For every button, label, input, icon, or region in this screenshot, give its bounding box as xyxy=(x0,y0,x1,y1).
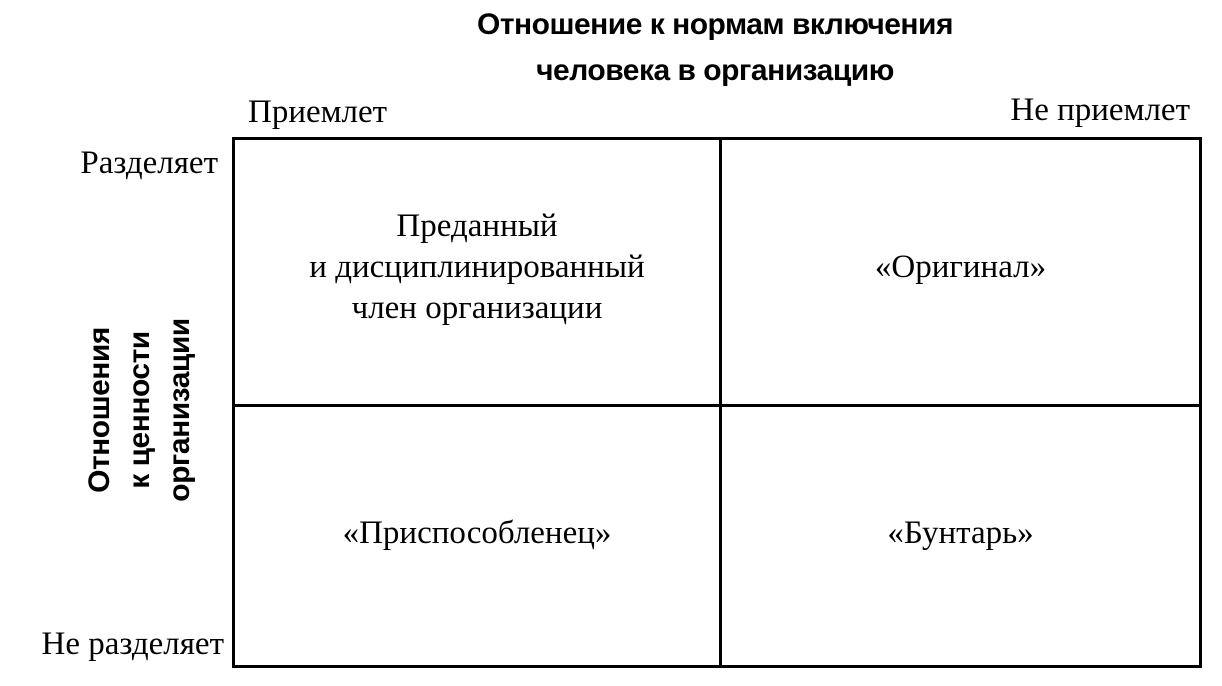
matrix-grid xyxy=(232,137,1202,668)
vertical-axis-title-line-3: организации xyxy=(163,318,196,502)
cell-devoted-member xyxy=(235,140,719,404)
cell-conformist xyxy=(235,407,719,665)
cell-devoted-member-line-2: и дисциплинированный xyxy=(309,248,645,285)
diagram-title-line-2: человека в организацию xyxy=(536,54,894,87)
cell-devoted-member-line-3: член организации xyxy=(351,289,603,326)
cell-rebel-text: «Бунтарь» xyxy=(887,515,1034,551)
row-label-shares: Разделяет xyxy=(80,145,218,181)
vertical-axis-title-line-2: к ценности xyxy=(123,331,156,489)
cell-devoted-member-text xyxy=(309,206,644,329)
row-label-not-shares: Не разделяет xyxy=(41,626,224,662)
column-label-accept: Приемлет xyxy=(248,94,388,130)
column-label-reject: Не приемлет xyxy=(1010,92,1190,128)
diagram-title-line-1: Отношение к нормам включения xyxy=(476,8,953,41)
diagram-title xyxy=(330,2,1100,94)
cell-original xyxy=(722,140,1199,404)
cell-conformist-text: «Приспособленец» xyxy=(342,515,612,551)
vertical-axis-title xyxy=(80,220,200,600)
cell-rebel xyxy=(722,407,1199,665)
cell-original-text: «Оригинал» xyxy=(874,248,1047,285)
cell-devoted-member-line-1: Преданный xyxy=(396,207,558,244)
vertical-axis-title-line-1: Отношения xyxy=(83,327,116,493)
